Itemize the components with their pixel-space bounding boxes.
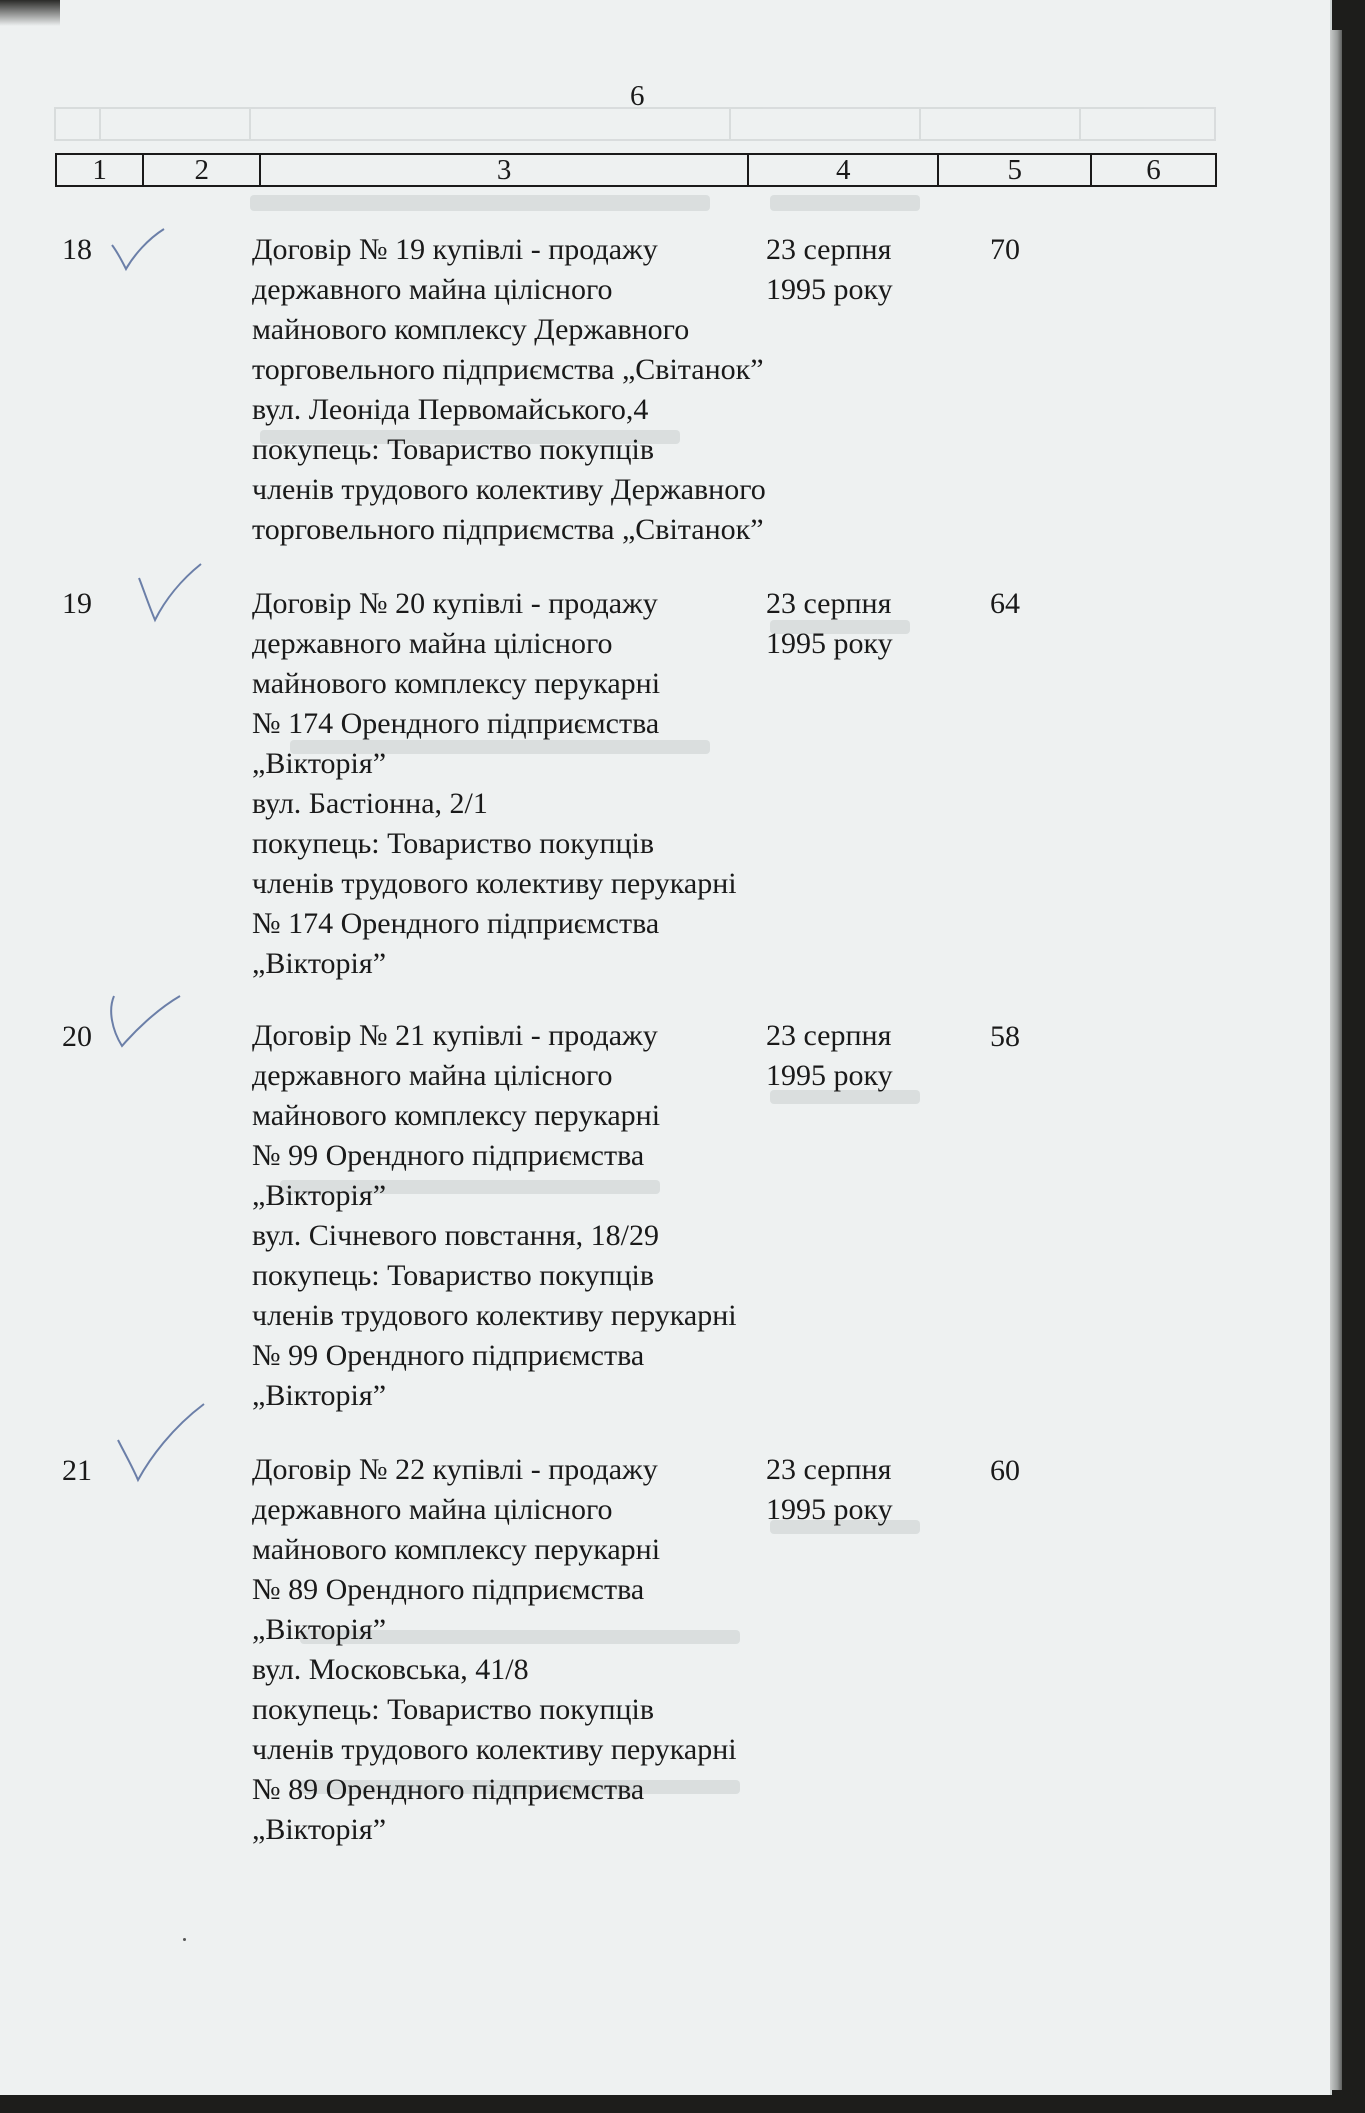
checkmark-icon (135, 560, 205, 630)
entry-number: 18 (62, 233, 92, 266)
description-line: Договір № 19 купівлі - продажу (252, 233, 658, 266)
description-line: членів трудового колективу перукарні (252, 867, 737, 900)
header-col-6: 6 (1146, 154, 1161, 186)
header-col-4: 4 (749, 155, 939, 185)
description-line: державного майна цілісного (252, 273, 613, 306)
description-line: покупець: Товариство покупців (252, 827, 655, 860)
contract-date (766, 230, 893, 310)
description-line: „Вікторія” (252, 747, 387, 780)
description-line: „Вікторія” (252, 1613, 387, 1646)
page-count: 70 (990, 233, 1020, 266)
contract-date (766, 584, 893, 664)
description-line: № 89 Орендного підприємства (252, 1573, 645, 1606)
page-count: 58 (990, 1020, 1020, 1053)
page-number: 6 (630, 80, 645, 112)
header-col-5: 5 (939, 155, 1092, 185)
description-line: державного майна цілісного (252, 1059, 613, 1092)
description-line: майнового комплексу перукарні (252, 667, 661, 700)
description-line: покупець: Товариство покупців (252, 433, 655, 466)
description-line: майнового комплексу перукарні (252, 1099, 661, 1132)
contract-date (766, 1450, 893, 1530)
date-line: 1995 року (766, 627, 893, 660)
date-line: 1995 року (766, 273, 893, 306)
checkmark-icon (108, 225, 168, 275)
description-line: № 174 Орендного підприємства (252, 907, 660, 940)
description-line: торговельного підприємства „Світанок” (252, 353, 764, 386)
checkmark-icon (112, 1400, 207, 1490)
entry-number: 19 (62, 587, 92, 620)
description-line: покупець: Товариство покупців (252, 1259, 655, 1292)
description-line: членів трудового колективу перукарні (252, 1299, 737, 1332)
table-header (55, 153, 1217, 187)
description-line: Договір № 20 купівлі - продажу (252, 587, 658, 620)
entry-number: 20 (62, 1020, 92, 1053)
description-line: № 89 Орендного підприємства (252, 1773, 645, 1806)
description-line: державного майна цілісного (252, 1493, 613, 1526)
date-line: 23 серпня (766, 233, 892, 266)
page-edge (1330, 30, 1342, 2090)
checkmark-icon (104, 990, 184, 1060)
description-line: „Вікторія” (252, 1179, 387, 1212)
description-line: Договір № 22 купівлі - продажу (252, 1453, 658, 1486)
header-col-2: 2 (144, 155, 261, 185)
description-line: майнового комплексу перукарні (252, 1533, 661, 1566)
description-line: „Вікторія” (252, 1379, 387, 1412)
description-line: державного майна цілісного (252, 627, 613, 660)
contract-description (252, 230, 812, 550)
description-line: „Вікторія” (252, 947, 387, 980)
description-line: № 99 Орендного підприємства (252, 1139, 645, 1172)
description-line: покупець: Товариство покупців (252, 1693, 655, 1726)
description-line: майнового комплексу Державного (252, 313, 690, 346)
date-line: 23 серпня (766, 1019, 892, 1052)
entry-number: 21 (62, 1454, 92, 1487)
description-line: членів трудового колективу Державного (252, 473, 766, 506)
description-line: № 174 Орендного підприємства (252, 707, 660, 740)
page-count: 60 (990, 1454, 1020, 1487)
contract-description (252, 1450, 812, 1850)
description-line: вул. Леоніда Первомайського,4 (252, 393, 649, 426)
description-line: вул. Січневого повстання, 18/29 (252, 1219, 660, 1252)
date-line: 23 серпня (766, 1453, 892, 1486)
description-line: № 99 Орендного підприємства (252, 1339, 645, 1372)
header-col-1: 1 (57, 155, 144, 185)
date-line: 1995 року (766, 1059, 893, 1092)
page-count: 64 (990, 587, 1020, 620)
contract-description (252, 584, 812, 984)
contract-date (766, 1016, 893, 1096)
description-line: „Вікторія” (252, 1813, 387, 1846)
description-line: вул. Московська, 41/8 (252, 1653, 529, 1686)
date-line: 23 серпня (766, 587, 892, 620)
contract-description (252, 1016, 812, 1416)
description-line: торговельного підприємства „Світанок” (252, 513, 764, 546)
scan-speck (183, 1938, 186, 1941)
description-line: вул. Бастіонна, 2/1 (252, 787, 488, 820)
description-line: членів трудового колективу перукарні (252, 1733, 737, 1766)
date-line: 1995 року (766, 1493, 893, 1526)
header-col-3: 3 (261, 155, 749, 185)
description-line: Договір № 21 купівлі - продажу (252, 1019, 658, 1052)
